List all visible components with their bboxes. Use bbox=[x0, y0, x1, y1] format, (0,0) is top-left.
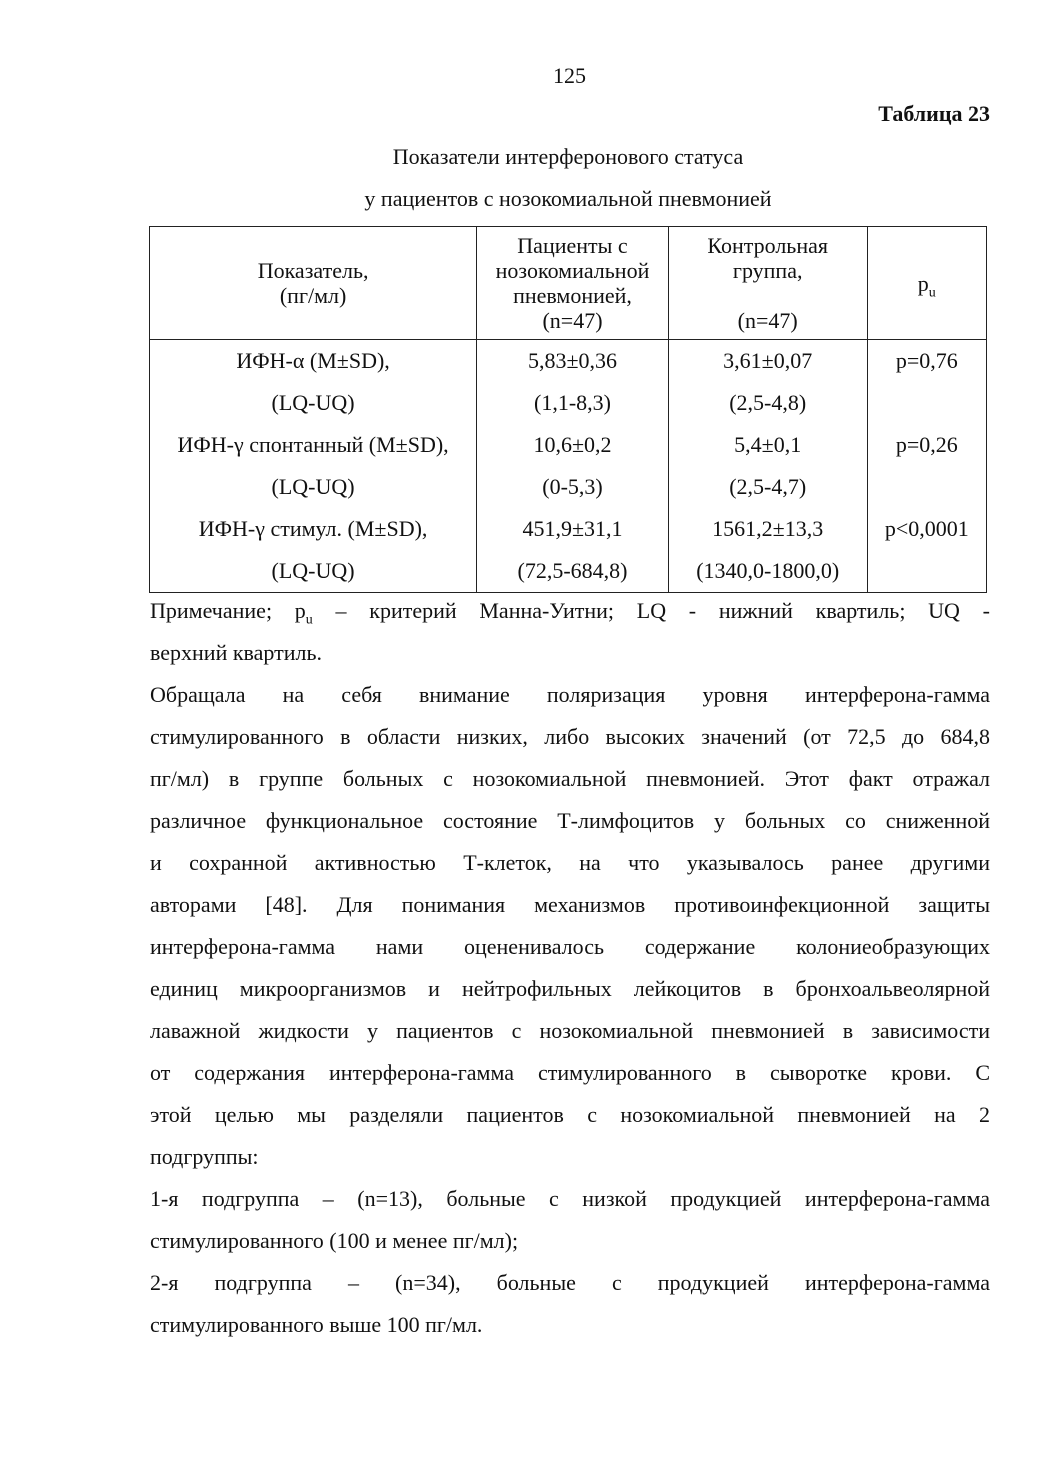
header-text: (n=47) bbox=[737, 308, 798, 333]
page-number: 125 bbox=[553, 63, 586, 88]
table-cell: 1561,2±13,3 bbox=[668, 508, 867, 550]
table-cell: 10,6±0,2 bbox=[477, 424, 669, 466]
header-text: пневмонией, bbox=[513, 283, 632, 308]
table-cell: (2,5-4,8) bbox=[668, 382, 867, 424]
table-header-row bbox=[150, 227, 987, 340]
paragraph-line: Обращала на себя внимание поляризация уровня интерферона-гамма bbox=[150, 682, 990, 707]
table-note bbox=[150, 590, 990, 674]
header-text: нозокомиальной bbox=[495, 258, 650, 283]
table-row bbox=[150, 550, 987, 593]
table-cell: 5,83±0,36 bbox=[477, 340, 669, 383]
paragraph-line: пг/мл) в группе больных с нозокомиальной пневмонией. Этот факт отражал bbox=[150, 766, 990, 791]
header-pu-subscript: u bbox=[928, 284, 936, 300]
paragraph-line: единиц микроорганизмов и нейтрофильных лейкоцитов в бронхоальвеолярной bbox=[150, 976, 990, 1001]
table-cell bbox=[867, 382, 986, 424]
table-cell: 5,4±0,1 bbox=[668, 424, 867, 466]
header-indicator bbox=[150, 227, 477, 340]
header-patients bbox=[477, 227, 669, 340]
table-cell: (1,1-8,3) bbox=[477, 382, 669, 424]
header-text: (пг/мл) bbox=[279, 283, 347, 308]
table-caption-line-1: Показатели интерферонового статуса bbox=[392, 144, 744, 169]
body-paragraph bbox=[150, 674, 990, 1346]
table-cell: ИФН-α (M±SD), bbox=[150, 340, 477, 383]
note-line bbox=[150, 590, 990, 632]
subgroup-2-line: стимулированного выше 100 пг/мл. bbox=[150, 1312, 483, 1337]
table-cell: ИФН-γ стимул. (M±SD), bbox=[150, 508, 477, 550]
paragraph-line: стимулированного в области низких, либо высоких значений (от 72,5 до 684,8 bbox=[150, 724, 990, 749]
header-text: Показатель, bbox=[257, 258, 369, 283]
table-cell bbox=[867, 466, 986, 508]
header-pu bbox=[867, 227, 986, 340]
table-row bbox=[150, 508, 987, 550]
table-cell: (0-5,3) bbox=[477, 466, 669, 508]
table-row bbox=[150, 424, 987, 466]
table-caption-line-2: у пациентов с нозокомиальной пневмонией bbox=[364, 186, 772, 211]
note-text: – критерий Манна-Уитни; LQ - нижний квартиль; UQ - bbox=[312, 598, 990, 623]
header-text: (n=47) bbox=[542, 308, 603, 333]
paragraph-line: различное функциональное состояние Т-лимфоцитов у больных со сниженной bbox=[150, 808, 990, 833]
subgroup-1-line: стимулированного (100 и менее пг/мл); bbox=[150, 1228, 519, 1253]
table-row bbox=[150, 466, 987, 508]
table-cell: (LQ-UQ) bbox=[150, 550, 477, 593]
paragraph-line: лаважной жидкости у пациентов с нозокомиальной пневмонией в зависимости bbox=[150, 1018, 990, 1043]
subgroup-2-line: 2-я подгруппа – (n=34), больные с продукцией интерферона-гамма bbox=[150, 1270, 990, 1295]
header-text: группа, bbox=[732, 258, 803, 283]
note-subscript: u bbox=[305, 612, 313, 628]
paragraph-line: авторами [48]. Для понимания механизмов противоинфекционной защиты bbox=[150, 892, 990, 917]
subgroup-1-line: 1-я подгруппа – (n=13), больные с низкой продукцией интерферона-гамма bbox=[150, 1186, 990, 1211]
paragraph-line: и сохранной активностью Т-клеток, на что указывалось ранее другими bbox=[150, 850, 990, 875]
header-text bbox=[669, 283, 867, 308]
table-cell: (LQ-UQ) bbox=[150, 466, 477, 508]
note-text: Примечание; p bbox=[150, 598, 306, 623]
paragraph-line: от содержания интерферона-гамма стимулированного в сыворотке крови. С bbox=[150, 1060, 990, 1085]
table-cell: p=0,76 bbox=[867, 340, 986, 383]
table-cell: p=0,26 bbox=[867, 424, 986, 466]
header-pu-base: p bbox=[917, 270, 929, 296]
paragraph-line: интерферона-гамма нами оцененивалось содержание колониеобразующих bbox=[150, 934, 990, 959]
header-text: Контрольная bbox=[707, 233, 828, 258]
table-label: Таблица 23 bbox=[878, 101, 990, 126]
paragraph-line: этой целью мы разделяли пациентов с нозокомиальной пневмонией на 2 bbox=[150, 1102, 990, 1127]
table-cell: (2,5-4,7) bbox=[668, 466, 867, 508]
table-cell: (72,5-684,8) bbox=[477, 550, 669, 593]
paragraph-line: подгруппы: bbox=[150, 1144, 259, 1169]
table-cell: (1340,0-1800,0) bbox=[668, 550, 867, 593]
table-cell: p<0,0001 bbox=[867, 508, 986, 550]
table-cell: ИФН-γ спонтанный (M±SD), bbox=[150, 424, 477, 466]
table-cell bbox=[867, 550, 986, 593]
header-control-group bbox=[668, 227, 867, 340]
table-cell: 3,61±0,07 bbox=[668, 340, 867, 383]
table-row bbox=[150, 382, 987, 424]
table-cell: (LQ-UQ) bbox=[150, 382, 477, 424]
interferon-status-table bbox=[149, 226, 987, 593]
note-line: верхний квартиль. bbox=[150, 640, 323, 665]
table-row bbox=[150, 340, 987, 383]
header-text: Пациенты с bbox=[517, 233, 628, 258]
table-cell: 451,9±31,1 bbox=[477, 508, 669, 550]
